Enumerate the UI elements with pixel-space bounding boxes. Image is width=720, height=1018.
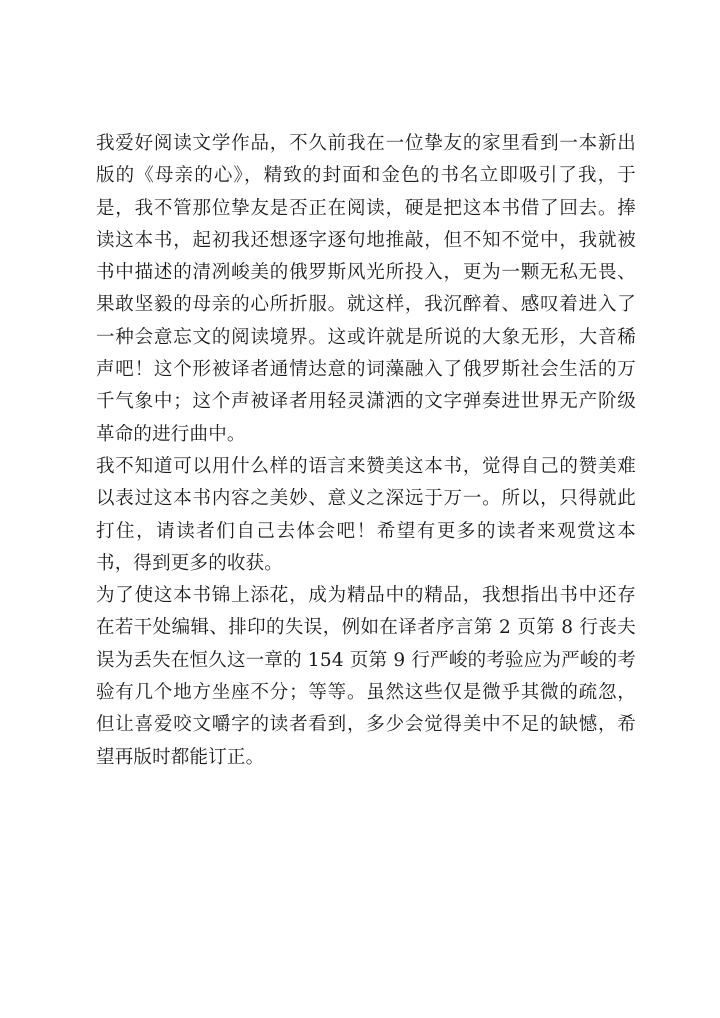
paragraph-1: 我爱好阅读文学作品，不久前我在一位挚友的家里看到一本新出版的《母亲的心》，精致的封面和金色的书名立即吸引了我，于是，我不管那位挚友是否正在阅读，硬是把这本书借了回去。捧读这本书，起初我还想逐字逐句地推敲，但不知不觉中，我就被书中描述的清冽峻美的俄罗斯风光所投入，更为一颗无私无畏、果敢坚毅的母亲的心所折服。就这样，我沉醉着、感叹着进入了一种会意忘文的阅读境界。这或许就是所说的大象无形，大音稀声吧！这个形被译者通情达意的词藻融入了俄罗斯社会生活的万千气象中；这个声被译者用轻灵潇洒的文字弹奏进世界无产阶级革命的进行曲中。 [96,133,636,445]
paragraph-3: 为了使这本书锦上添花，成为精品中的精品，我想指出书中还存在若干处编辑、排印的失误，例如在译者序言第 2 页第 8 行丧夫误为丢失在恒久这一章的 154 页第 9 行严峻的考验应为严峻的考验有几个地方坐座不分；等等。虽然这些仅是微乎其微的疏忽，但让喜爱咬文嚼字的读者看到，多少会觉得美中不足的缺憾，希望再版时都能订正。 [96,585,636,768]
document-body [96,128,636,774]
paragraph-2: 我不知道可以用什么样的语言来赞美这本书，觉得自己的赞美难以表过这本书内容之美妙、意义之深远于万一。所以，只得就此打住，请读者们自己去体会吧！希望有更多的读者来观赏这本书，得到更多的收获。 [96,455,636,574]
